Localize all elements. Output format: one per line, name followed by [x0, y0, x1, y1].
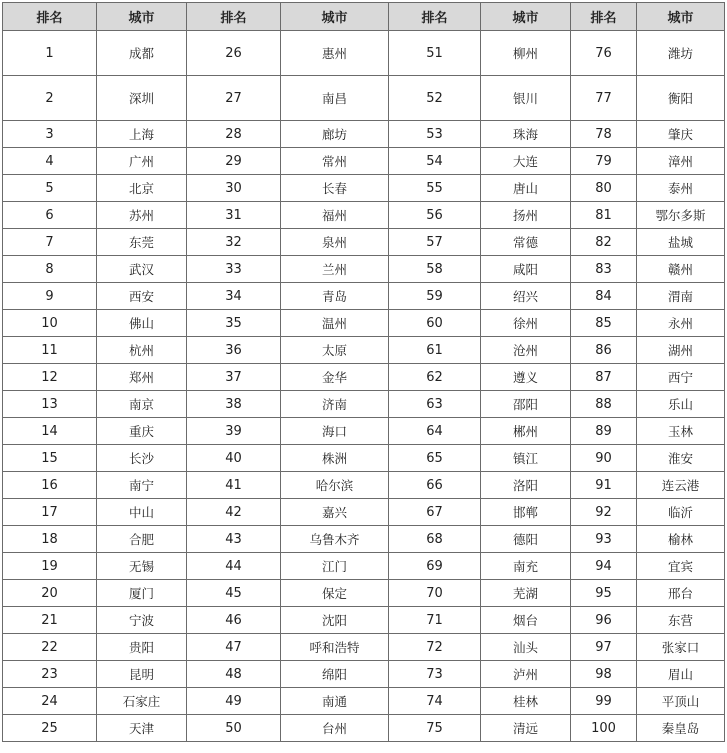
city-cell: 武汉: [97, 256, 187, 283]
table-row: [3, 310, 725, 337]
city-cell: 中山: [97, 499, 187, 526]
city-cell: 芜湖: [481, 580, 571, 607]
rank-cell: 45: [187, 580, 281, 607]
rank-cell: 74: [389, 688, 481, 715]
city-cell: 咸阳: [481, 256, 571, 283]
city-cell: 昆明: [97, 661, 187, 688]
rank-cell: 12: [3, 364, 97, 391]
rank-cell: 95: [571, 580, 637, 607]
rank-cell: 53: [389, 121, 481, 148]
table-row: [3, 76, 725, 121]
rank-cell: 51: [389, 31, 481, 76]
rank-cell: 91: [571, 472, 637, 499]
header-rank: 排名: [3, 3, 97, 31]
city-cell: 淮安: [637, 445, 725, 472]
rank-cell: 69: [389, 553, 481, 580]
rank-cell: 36: [187, 337, 281, 364]
city-cell: 广州: [97, 148, 187, 175]
city-cell: 哈尔滨: [281, 472, 389, 499]
table-row: [3, 634, 725, 661]
city-cell: 泸州: [481, 661, 571, 688]
table-row: [3, 445, 725, 472]
city-cell: 鄂尔多斯: [637, 202, 725, 229]
rank-cell: 16: [3, 472, 97, 499]
rank-cell: 4: [3, 148, 97, 175]
rank-cell: 7: [3, 229, 97, 256]
rank-cell: 34: [187, 283, 281, 310]
rank-cell: 100: [571, 715, 637, 742]
rank-cell: 33: [187, 256, 281, 283]
table-row: [3, 553, 725, 580]
rank-cell: 67: [389, 499, 481, 526]
city-cell: 洛阳: [481, 472, 571, 499]
city-cell: 榆林: [637, 526, 725, 553]
city-cell: 南京: [97, 391, 187, 418]
rank-cell: 38: [187, 391, 281, 418]
city-cell: 株洲: [281, 445, 389, 472]
city-cell: 扬州: [481, 202, 571, 229]
rank-cell: 70: [389, 580, 481, 607]
rank-cell: 11: [3, 337, 97, 364]
city-cell: 德阳: [481, 526, 571, 553]
city-cell: 邯郸: [481, 499, 571, 526]
city-cell: 渭南: [637, 283, 725, 310]
city-cell: 西安: [97, 283, 187, 310]
rank-cell: 98: [571, 661, 637, 688]
rank-cell: 77: [571, 76, 637, 121]
rank-cell: 90: [571, 445, 637, 472]
rank-cell: 9: [3, 283, 97, 310]
city-cell: 玉林: [637, 418, 725, 445]
city-cell: 大连: [481, 148, 571, 175]
city-cell: 保定: [281, 580, 389, 607]
rank-cell: 86: [571, 337, 637, 364]
rank-cell: 73: [389, 661, 481, 688]
rank-cell: 48: [187, 661, 281, 688]
rank-cell: 65: [389, 445, 481, 472]
city-cell: 青岛: [281, 283, 389, 310]
city-cell: 济南: [281, 391, 389, 418]
rank-cell: 29: [187, 148, 281, 175]
table-row: [3, 418, 725, 445]
rank-cell: 20: [3, 580, 97, 607]
city-cell: 石家庄: [97, 688, 187, 715]
city-cell: 秦皇岛: [637, 715, 725, 742]
rank-cell: 46: [187, 607, 281, 634]
header-rank: 排名: [389, 3, 481, 31]
rank-cell: 56: [389, 202, 481, 229]
table-row: [3, 688, 725, 715]
city-cell: 赣州: [637, 256, 725, 283]
city-cell: 嘉兴: [281, 499, 389, 526]
rank-cell: 3: [3, 121, 97, 148]
city-cell: 福州: [281, 202, 389, 229]
rank-cell: 60: [389, 310, 481, 337]
rank-cell: 66: [389, 472, 481, 499]
city-cell: 盐城: [637, 229, 725, 256]
rank-cell: 57: [389, 229, 481, 256]
city-cell: 温州: [281, 310, 389, 337]
table-row: [3, 202, 725, 229]
city-cell: 无锡: [97, 553, 187, 580]
city-cell: 张家口: [637, 634, 725, 661]
rank-cell: 44: [187, 553, 281, 580]
city-cell: 金华: [281, 364, 389, 391]
rank-cell: 81: [571, 202, 637, 229]
city-cell: 贵阳: [97, 634, 187, 661]
city-cell: 苏州: [97, 202, 187, 229]
city-cell: 泉州: [281, 229, 389, 256]
rank-cell: 49: [187, 688, 281, 715]
rank-cell: 83: [571, 256, 637, 283]
header-city: 城市: [637, 3, 725, 31]
rank-cell: 39: [187, 418, 281, 445]
city-cell: 西宁: [637, 364, 725, 391]
table-row: [3, 31, 725, 76]
rank-cell: 43: [187, 526, 281, 553]
city-cell: 平顶山: [637, 688, 725, 715]
rank-cell: 96: [571, 607, 637, 634]
rank-cell: 97: [571, 634, 637, 661]
city-cell: 合肥: [97, 526, 187, 553]
rank-cell: 24: [3, 688, 97, 715]
rank-cell: 71: [389, 607, 481, 634]
city-cell: 湖州: [637, 337, 725, 364]
rank-cell: 10: [3, 310, 97, 337]
rank-cell: 61: [389, 337, 481, 364]
city-cell: 临沂: [637, 499, 725, 526]
rank-cell: 93: [571, 526, 637, 553]
rank-cell: 72: [389, 634, 481, 661]
city-cell: 银川: [481, 76, 571, 121]
city-cell: 南通: [281, 688, 389, 715]
rank-cell: 40: [187, 445, 281, 472]
rank-cell: 84: [571, 283, 637, 310]
rank-cell: 32: [187, 229, 281, 256]
city-cell: 遵义: [481, 364, 571, 391]
city-cell: 绍兴: [481, 283, 571, 310]
rank-cell: 94: [571, 553, 637, 580]
rank-cell: 85: [571, 310, 637, 337]
city-cell: 宁波: [97, 607, 187, 634]
table-row: [3, 175, 725, 202]
city-cell: 南宁: [97, 472, 187, 499]
city-cell: 沈阳: [281, 607, 389, 634]
city-cell: 江门: [281, 553, 389, 580]
city-cell: 惠州: [281, 31, 389, 76]
city-cell: 柳州: [481, 31, 571, 76]
rank-cell: 78: [571, 121, 637, 148]
city-cell: 眉山: [637, 661, 725, 688]
table-row: [3, 526, 725, 553]
city-cell: 桂林: [481, 688, 571, 715]
rank-cell: 5: [3, 175, 97, 202]
city-cell: 泰州: [637, 175, 725, 202]
city-cell: 上海: [97, 121, 187, 148]
city-cell: 太原: [281, 337, 389, 364]
rank-cell: 8: [3, 256, 97, 283]
city-cell: 汕头: [481, 634, 571, 661]
city-cell: 永州: [637, 310, 725, 337]
city-cell: 成都: [97, 31, 187, 76]
rank-cell: 42: [187, 499, 281, 526]
city-cell: 唐山: [481, 175, 571, 202]
city-cell: 长沙: [97, 445, 187, 472]
table-row: [3, 229, 725, 256]
rank-cell: 89: [571, 418, 637, 445]
rank-cell: 26: [187, 31, 281, 76]
table-row: [3, 472, 725, 499]
header-city: 城市: [97, 3, 187, 31]
city-cell: 兰州: [281, 256, 389, 283]
city-cell: 连云港: [637, 472, 725, 499]
rank-cell: 41: [187, 472, 281, 499]
table-row: [3, 364, 725, 391]
city-ranking-table: [2, 2, 725, 742]
rank-cell: 19: [3, 553, 97, 580]
rank-cell: 23: [3, 661, 97, 688]
rank-cell: 25: [3, 715, 97, 742]
city-cell: 廊坊: [281, 121, 389, 148]
rank-cell: 17: [3, 499, 97, 526]
rank-cell: 88: [571, 391, 637, 418]
rank-cell: 55: [389, 175, 481, 202]
city-cell: 台州: [281, 715, 389, 742]
rank-cell: 82: [571, 229, 637, 256]
city-cell: 天津: [97, 715, 187, 742]
city-cell: 漳州: [637, 148, 725, 175]
rank-cell: 22: [3, 634, 97, 661]
city-cell: 杭州: [97, 337, 187, 364]
city-cell: 北京: [97, 175, 187, 202]
rank-cell: 59: [389, 283, 481, 310]
rank-cell: 52: [389, 76, 481, 121]
rank-cell: 30: [187, 175, 281, 202]
rank-cell: 54: [389, 148, 481, 175]
city-cell: 长春: [281, 175, 389, 202]
city-cell: 郑州: [97, 364, 187, 391]
city-cell: 宜宾: [637, 553, 725, 580]
city-cell: 清远: [481, 715, 571, 742]
table-row: [3, 256, 725, 283]
table-row: [3, 391, 725, 418]
city-cell: 肇庆: [637, 121, 725, 148]
city-cell: 邢台: [637, 580, 725, 607]
city-cell: 常德: [481, 229, 571, 256]
city-cell: 南充: [481, 553, 571, 580]
city-cell: 乐山: [637, 391, 725, 418]
rank-cell: 80: [571, 175, 637, 202]
table-row: [3, 499, 725, 526]
table-row: [3, 148, 725, 175]
city-cell: 衡阳: [637, 76, 725, 121]
table-row: [3, 283, 725, 310]
rank-cell: 92: [571, 499, 637, 526]
city-cell: 珠海: [481, 121, 571, 148]
table-row: [3, 337, 725, 364]
rank-cell: 75: [389, 715, 481, 742]
rank-cell: 28: [187, 121, 281, 148]
city-cell: 厦门: [97, 580, 187, 607]
table-row: [3, 607, 725, 634]
rank-cell: 87: [571, 364, 637, 391]
header-rank: 排名: [187, 3, 281, 31]
rank-cell: 79: [571, 148, 637, 175]
rank-cell: 35: [187, 310, 281, 337]
rank-cell: 58: [389, 256, 481, 283]
city-cell: 海口: [281, 418, 389, 445]
rank-cell: 37: [187, 364, 281, 391]
city-cell: 绵阳: [281, 661, 389, 688]
rank-cell: 21: [3, 607, 97, 634]
city-cell: 佛山: [97, 310, 187, 337]
rank-cell: 6: [3, 202, 97, 229]
rank-cell: 2: [3, 76, 97, 121]
city-cell: 沧州: [481, 337, 571, 364]
rank-cell: 31: [187, 202, 281, 229]
rank-cell: 99: [571, 688, 637, 715]
city-cell: 烟台: [481, 607, 571, 634]
city-cell: 常州: [281, 148, 389, 175]
rank-cell: 68: [389, 526, 481, 553]
rank-cell: 50: [187, 715, 281, 742]
table-row: [3, 661, 725, 688]
city-cell: 呼和浩特: [281, 634, 389, 661]
rank-cell: 63: [389, 391, 481, 418]
city-cell: 重庆: [97, 418, 187, 445]
table-row: [3, 715, 725, 742]
rank-cell: 47: [187, 634, 281, 661]
rank-cell: 15: [3, 445, 97, 472]
header-city: 城市: [481, 3, 571, 31]
rank-cell: 27: [187, 76, 281, 121]
header-row: [3, 3, 725, 31]
city-cell: 东营: [637, 607, 725, 634]
rank-cell: 76: [571, 31, 637, 76]
table-row: [3, 580, 725, 607]
city-cell: 深圳: [97, 76, 187, 121]
rank-cell: 62: [389, 364, 481, 391]
rank-cell: 14: [3, 418, 97, 445]
city-cell: 镇江: [481, 445, 571, 472]
city-cell: 东莞: [97, 229, 187, 256]
rank-cell: 18: [3, 526, 97, 553]
header-city: 城市: [281, 3, 389, 31]
table-row: [3, 121, 725, 148]
city-cell: 郴州: [481, 418, 571, 445]
city-cell: 乌鲁木齐: [281, 526, 389, 553]
header-rank: 排名: [571, 3, 637, 31]
city-cell: 南昌: [281, 76, 389, 121]
city-cell: 徐州: [481, 310, 571, 337]
rank-cell: 13: [3, 391, 97, 418]
rank-cell: 64: [389, 418, 481, 445]
rank-cell: 1: [3, 31, 97, 76]
city-cell: 潍坊: [637, 31, 725, 76]
city-cell: 邵阳: [481, 391, 571, 418]
